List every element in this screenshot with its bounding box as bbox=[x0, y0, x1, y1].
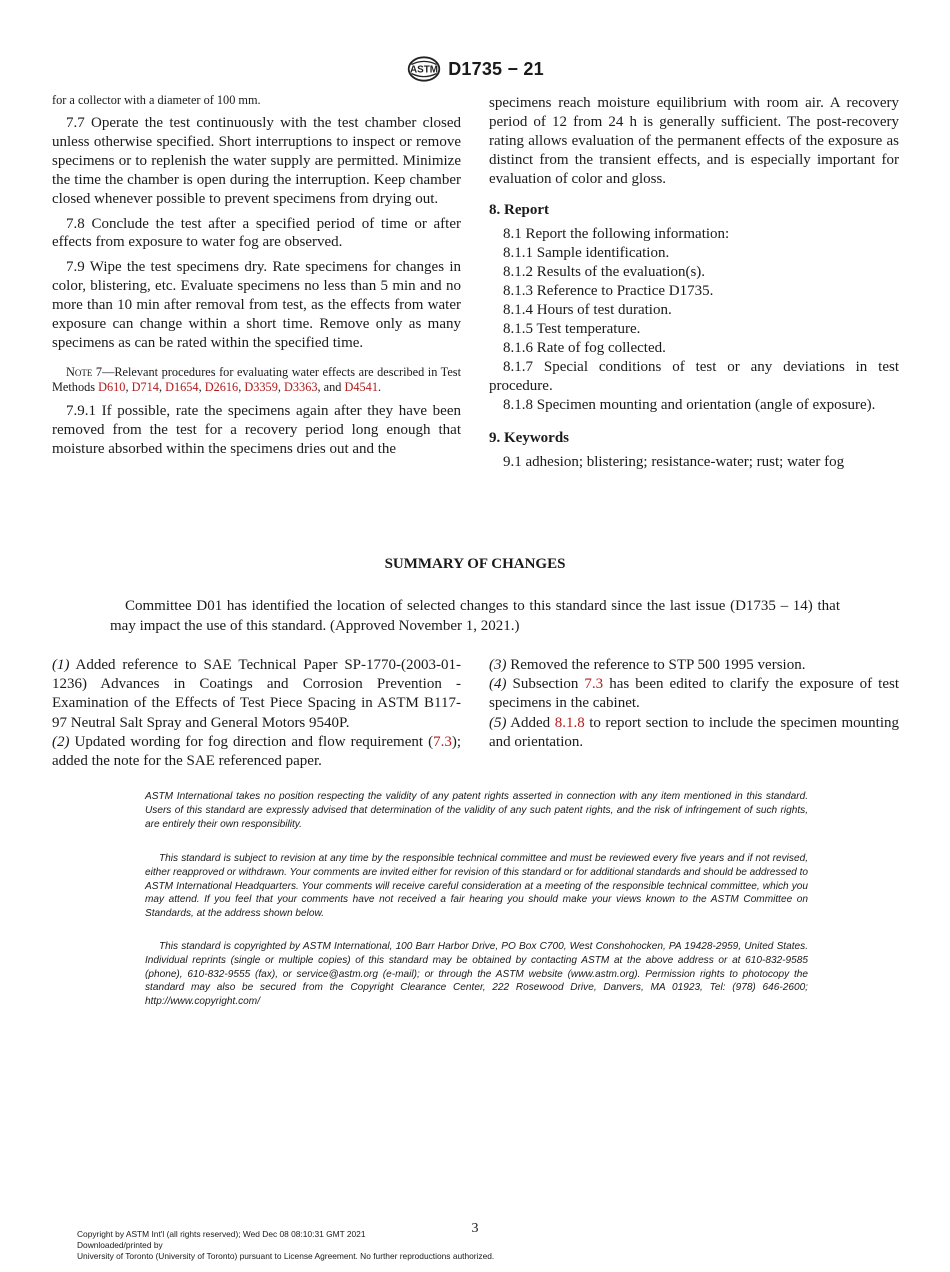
change-item bbox=[489, 656, 899, 675]
report-item: 8.1.5 Test temperature. bbox=[503, 320, 641, 337]
change-text: Updated wording for fog direction and flow requirement bbox=[74, 733, 424, 750]
ref-d610[interactable]: D610 bbox=[98, 380, 126, 395]
note-7: Note 7—Relevant procedures for evaluating water effects are described in Test Methods D610, D714, D1654, D2616, D3359, D3363, and D4541. bbox=[52, 364, 461, 395]
legal-patent bbox=[145, 790, 808, 831]
change-item bbox=[489, 714, 899, 752]
report-item: 8.1.6 Rate of fog collected. bbox=[503, 339, 666, 356]
section-7-9-1: 7.9.1 If possible, rate the specimens again after they have been removed from the test for a recovery period long enough that moisture absorbed within the specimens dries out and the bbox=[52, 402, 461, 457]
changes-right bbox=[489, 656, 899, 752]
changes-left bbox=[52, 656, 461, 771]
download-footer bbox=[77, 1229, 494, 1261]
report-heading: 8. Report bbox=[489, 201, 549, 218]
ref-d714[interactable]: D714 bbox=[131, 380, 159, 395]
change-text: Added reference to SAE Technical Paper SP-1770-(2003-01-1236) Advances in Coatings and Corrosion Prevention - Examination of the Effects of Test Piece Spacing in ASTM B117-97 Neutral Salt Spray and General Motors 9540P. bbox=[52, 657, 461, 731]
change-num: (4) bbox=[489, 676, 507, 693]
legal-text: This standard is subject to revision at any time by the responsible technical committee and must be reviewed every five years and if not revised, either reapproved or withdrawn. Your comments are invited either for revision of this standard or for additional standards and should be addressed to ASTM International Headquarters. Your comments will receive careful consideration at a meeting of the responsible technical committee, which you may attend. If you feel that your comments have not received a fair hearing you should make your views known to the ASTM Committee on Standards, at the address shown below. bbox=[145, 853, 809, 920]
ref-d3359[interactable]: D3359 bbox=[244, 380, 278, 395]
footer-line: University of Toronto (University of Toronto) pursuant to License Agreement. No further reproductions authorized. bbox=[77, 1250, 495, 1261]
change-num: (2) bbox=[52, 733, 70, 750]
change-item bbox=[489, 675, 899, 713]
section-7-8: 7.8 Conclude the test after a specified period of time or after effects from exposure to water fog are observed. bbox=[52, 215, 461, 251]
note-and: and bbox=[323, 380, 342, 395]
note-text: —Relevant procedures for evaluating water effects are described in Test Methods bbox=[52, 364, 461, 395]
keywords-text: 9.1 adhesion; blistering; resistance-water; rust; water fog bbox=[503, 454, 845, 471]
summary-intro: Committee D01 has identified the location of selected changes to this standard since the last issue (D1735 – 14) that may impact the use of this standard. (Approved November 1, 2021.) bbox=[110, 598, 840, 634]
standard-code: D1735 − 21 bbox=[448, 58, 544, 79]
page-number: 3 bbox=[471, 1221, 479, 1236]
ref-7-3[interactable]: 7.3 bbox=[433, 733, 452, 750]
change-text: to report section to include the specimen mounting and orientation. bbox=[489, 714, 900, 750]
note-label: Note 7 bbox=[66, 364, 103, 379]
report-item: 8.1.4 Hours of test duration. bbox=[503, 302, 672, 319]
ref-d2616[interactable]: D2616 bbox=[204, 380, 239, 395]
ref-d3363[interactable]: D3363 bbox=[284, 380, 318, 395]
report-item: 8.1.8 Specimen mounting and orientation (angle of exposure). bbox=[503, 396, 876, 413]
legal-text: ASTM International takes no position respecting the validity of any patent rights asserted in connection with any item mentioned in this standard. Users of this standard are expressly advised that determination of the validity of any such patent rights, and the risk of infringement of such rights, are entirely their own responsibility. bbox=[145, 791, 808, 830]
change-text: Removed the reference to STP 500 1995 version. bbox=[510, 657, 806, 673]
change-num: (5) bbox=[489, 714, 507, 731]
page-header bbox=[0, 52, 950, 86]
report-list bbox=[489, 225, 899, 414]
keywords-heading: 9. Keywords bbox=[489, 429, 569, 446]
report-item: 8.1.3 Reference to Practice D1735. bbox=[503, 283, 714, 300]
report-item: 8.1.7 Special conditions of test or any deviations in test procedure. bbox=[489, 358, 899, 394]
report-item: 8.1.2 Results of the evaluation(s). bbox=[503, 264, 706, 281]
section-7-7: 7.7 Operate the test continuously with the test chamber closed unless otherwise specified. Short interruptions to inspect or remove specimens or to replenish the water supply are permitted. Minimize the time the chamber is open during the interruption. Keep chamber closed whenever possible to prevent specimens from drying out. bbox=[52, 115, 461, 207]
section-7-9: 7.9 Wipe the test specimens dry. Rate specimens for changes in color, blistering, etc. Evaluate specimens no less than 5 min and no more than 10 min after removal from test, as the effects from water exposure can change within a short time. Remove only as many specimens as can be rated within the specified time. bbox=[52, 259, 461, 351]
legal-copyright bbox=[145, 940, 808, 1009]
summary-title: SUMMARY OF CHANGES bbox=[384, 556, 566, 572]
section-7-9-1-continued: specimens reach moisture equilibrium with room air. A recovery period of 12 from 24 h is generally sufficient. The post-recovery rating allows evaluation of the permanent effects of the exposure as distinct from the transient effects, and is especially important for evaluation of color and gloss. bbox=[489, 95, 899, 187]
line-top: for a collector with a diameter of 100 mm. bbox=[52, 93, 261, 107]
ref-d4541[interactable]: D4541 bbox=[344, 380, 378, 395]
ref-8-1-8[interactable]: 8.1.8 bbox=[554, 714, 585, 731]
svg-text:ASTM: ASTM bbox=[410, 64, 439, 76]
change-text: Subsection bbox=[512, 676, 579, 693]
change-item: (2) Updated wording for fog direction and flow requirement (7.3); added the note for the SAE referenced paper. bbox=[52, 733, 462, 770]
footer-line: Copyright by ASTM Int'l (all rights reserved); Wed Dec 08 08:10:31 GMT 2021 bbox=[77, 1229, 366, 1239]
change-text: Added bbox=[510, 714, 551, 731]
report-item: 8.1.1 Sample identification. bbox=[503, 245, 670, 262]
change-text: ; added the note for the SAE referenced paper. bbox=[52, 733, 462, 770]
change-text: has been edited to clarify the exposure of test specimens in the cabinet. bbox=[489, 676, 899, 712]
right-column bbox=[489, 94, 899, 478]
ref-d1654[interactable]: D1654 bbox=[165, 380, 199, 395]
ref-7-3[interactable]: 7.3 bbox=[584, 676, 604, 693]
legal-text: This standard is copyrighted by ASTM International, 100 Barr Harbor Drive, PO Box C700, West Conshohocken, PA 19428-2959, United States. Individual reprints (single or multiple copies) of this standard may be obtained by contacting ASTM at the above address or at 610-832-9585 (phone), 610-832-9555 (fax), or service@astm.org (e-mail); or through the ASTM website (www.astm.org). Permission rights to photocopy the standard may also be secured from the Copyright Clearance Center, 222 Rosewood Drive, Danvers, MA 01923, Tel: (978) 646-2600; http://www.copyright.com/ bbox=[145, 941, 808, 1008]
footer-line: Downloaded/printed by bbox=[77, 1239, 163, 1250]
change-num: (3) bbox=[489, 657, 507, 673]
astm-logo-icon bbox=[406, 55, 442, 83]
change-item bbox=[52, 656, 461, 733]
change-num: (1) bbox=[52, 657, 70, 673]
left-column bbox=[52, 92, 461, 465]
legal-revision bbox=[145, 852, 808, 921]
report-item: 8.1 Report the following information: bbox=[503, 226, 730, 243]
